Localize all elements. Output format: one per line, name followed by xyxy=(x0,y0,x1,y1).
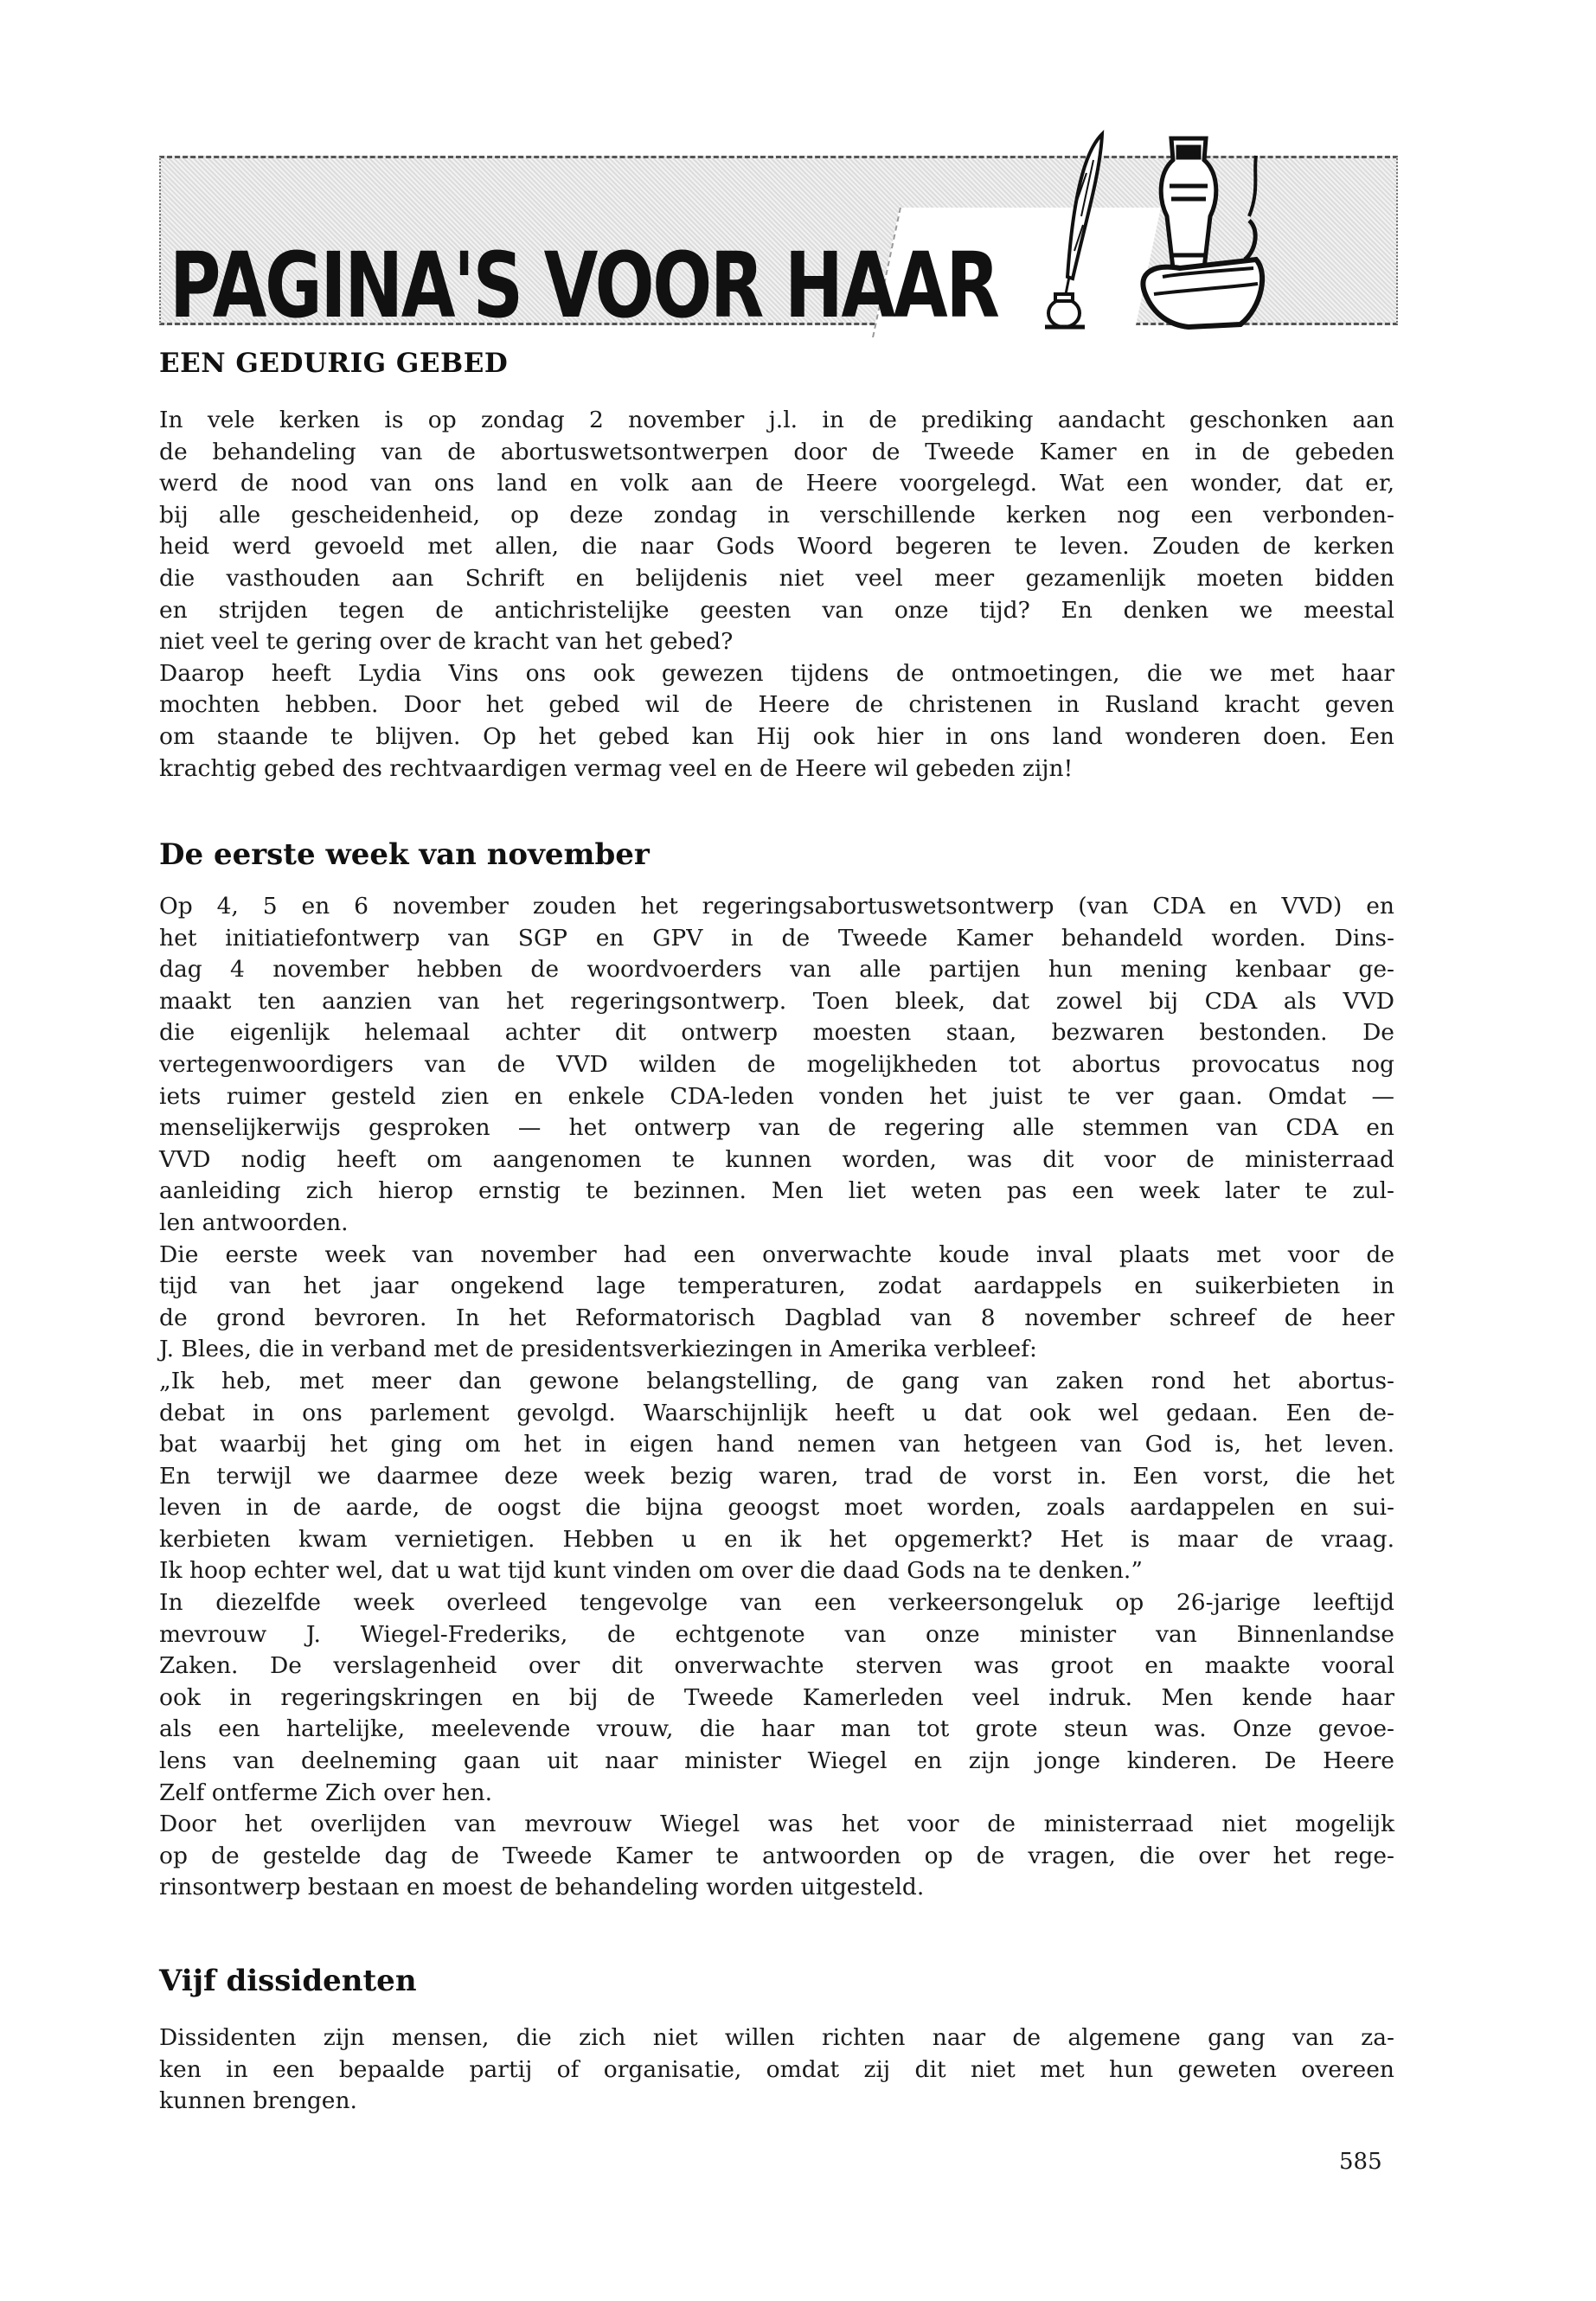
text-line: krachtig gebed des rechtvaardigen vermag veel en de Heere wil gebeden zijn! xyxy=(159,754,1074,782)
quote-line: „Ik heb, met meer dan gewone belangstelling, de gang van zaken rond het abortus- xyxy=(159,1367,1394,1394)
text-line: len antwoorden. xyxy=(159,1208,349,1236)
text-line: maakt ten aanzien van het regeringsontwerp. Toen bleek, dat zowel bij CDA als VVD xyxy=(159,987,1394,1015)
paragraph xyxy=(159,2022,1394,2118)
text-line: het initiatiefontwerp van SGP en GPV in de Tweede Kamer behandeld worden. Dins- xyxy=(159,924,1394,952)
text-line: Dissidenten zijn mensen, die zich niet willen richten naar de algemene gang van za- xyxy=(159,2024,1394,2051)
text-line: VVD nodig heeft om aangenomen te kunnen worden, was dit voor de ministerraad xyxy=(159,1145,1394,1173)
text-line: die vasthouden aan Schrift en belijdenis niet veel meer gezamenlijk moeten bidden xyxy=(159,564,1394,592)
page-number: 585 xyxy=(1339,2149,1382,2175)
text-line: ken in een bepaalde partij of organisatie, omdat zij dit niet met hun geweten overeen xyxy=(159,2055,1394,2083)
text-line: niet veel te gering over de kracht van het gebed? xyxy=(159,628,734,656)
text-line: Zelf ontferme Zich over hen. xyxy=(159,1779,493,1806)
section-heading-de-eerste-week-van-november: De eerste week van november xyxy=(159,837,650,872)
quote-line: leven in de aarde, de oogst die bijna geoogst moet worden, zoals aardappelen en sui- xyxy=(159,1494,1394,1522)
text-line: vertegenwoordigers van de VVD wilden de mogelijkheden tot abortus provocatus nog xyxy=(159,1050,1394,1078)
text-line: om staande te blijven. Op het gebed kan Hij ook hier in ons land wonderen doen. Een xyxy=(159,722,1394,750)
text-line: als een hartelijke, meelevende vrouw, die haar man tot grote steun was. Onze gevoe- xyxy=(159,1715,1394,1743)
column-banner xyxy=(159,121,1401,338)
text-line: Door het overlijden van mevrouw Wiegel was het voor de ministerraad niet mogelijk xyxy=(159,1811,1394,1838)
quill-pen-icon xyxy=(1064,134,1102,303)
text-line: op de gestelde dag de Tweede Kamer te antwoorden op de vragen, die over het rege- xyxy=(159,1842,1394,1869)
text-line: en strijden tegen de antichristelijke geesten van onze tijd? En denken we meestal xyxy=(159,596,1394,624)
banner-illustration xyxy=(1033,121,1396,337)
text-line: rinsontwerp bestaan en moest de behandeling worden uitgesteld. xyxy=(159,1874,925,1901)
text-line: mevrouw J. Wiegel-Frederiks, de echtgenote van onze minister van Binnenlandse xyxy=(159,1620,1394,1648)
text-line: dag 4 november hebben de woordvoerders van alle partijen hun mening kenbaar ge- xyxy=(159,956,1394,984)
banner-title: PAGINA'S VOOR HAAR xyxy=(170,233,998,338)
paragraph xyxy=(159,405,1394,785)
text-line: die eigenlijk helemaal achter dit ontwerp moesten staan, bezwaren bestonden. De xyxy=(159,1019,1394,1047)
paragraph xyxy=(159,891,1394,1904)
text-line: Zaken. De verslagenheid over dit onverwachte sterven was groot en maakte vooral xyxy=(159,1652,1394,1680)
text-line: J. Blees, die in verband met de presidentsverkiezingen in Amerika verbleef: xyxy=(159,1336,1037,1363)
text-line: lens van deelneming gaan uit naar minister Wiegel en zijn jonge kinderen. De Heere xyxy=(159,1747,1394,1775)
text-line: Op 4, 5 en 6 november zouden het regeringsabortuswetsontwerp (van CDA en VVD) en xyxy=(159,893,1394,920)
text-line: de grond bevroren. In het Reformatorisch Dagblad van 8 november schreef de heer xyxy=(159,1304,1394,1331)
text-line: In vele kerken is op zondag 2 november j.l. in de prediking aandacht geschonken aan xyxy=(159,407,1394,433)
text-line: In diezelfde week overleed tengevolge van een verkeersongeluk op 26-jarige leeftijd xyxy=(159,1589,1394,1617)
inkwell-icon xyxy=(1045,294,1085,327)
vase-icon xyxy=(1161,138,1216,268)
quote-line: kerbieten kwam vernietigen. Hebben u en ik het opgemerkt? Het is maar de vraag. xyxy=(159,1525,1394,1553)
quote-line: debat in ons parlement gevolgd. Waarschijnlijk heeft u dat ook wel gedaan. Een de- xyxy=(159,1399,1394,1426)
text-line: ook in regeringskringen en bij de Tweede Kamerleden veel indruk. Men kende haar xyxy=(159,1683,1394,1711)
text-line: tijd van het jaar ongekend lage temperaturen, zodat aardappels en suikerbieten in xyxy=(159,1272,1394,1300)
text-line: iets ruimer gesteld zien en enkele CDA-leden vonden het juist te ver gaan. Omdat — xyxy=(159,1082,1394,1110)
text-line: kunnen brengen. xyxy=(159,2087,357,2115)
quote-line: En terwijl we daarmee deze week bezig waren, trad de vorst in. Een vorst, die het xyxy=(159,1462,1394,1490)
text-line: aanleiding zich hierop ernstig te bezinnen. Men liet weten pas een week later te zul- xyxy=(159,1177,1394,1205)
text-line: de behandeling van de abortuswetsontwerpen door de Tweede Kamer en in de gebeden xyxy=(159,438,1394,465)
text-line: Daarop heeft Lydia Vins ons ook gewezen tijdens de ontmoetingen, die we met haar xyxy=(159,659,1394,687)
quote-line: bat waarbij het ging om het in eigen hand nemen van hetgeen van God is, het leven. xyxy=(159,1431,1394,1458)
quote-line: Ik hoop echter wel, dat u wat tijd kunt vinden om over die daad Gods na te denken.” xyxy=(159,1557,1143,1585)
text-line: menselijkerwijs gesproken — het ontwerp van de regering alle stemmen van CDA en xyxy=(159,1114,1394,1142)
section-heading-vijf-dissidenten: Vijf dissidenten xyxy=(159,1964,417,1998)
text-line: mochten hebben. Door het gebed wil de Heere de christenen in Rusland kracht geven xyxy=(159,691,1394,719)
section-heading-een-gedurig-gebed: EEN GEDURIG GEBED xyxy=(159,348,509,379)
text-line: Die eerste week van november had een onverwachte koude inval plaats met voor de xyxy=(159,1240,1394,1268)
text-line: heid werd gevoeld met allen, die naar Gods Woord begeren te leven. Zouden de kerken xyxy=(159,533,1394,561)
text-line: werd de nood van ons land en volk aan de Heere voorgelegd. Wat een wonder, dat er, xyxy=(159,470,1394,497)
text-line: bij alle gescheidenheid, op deze zondag in verschillende kerken nog een verbonden- xyxy=(159,501,1394,529)
